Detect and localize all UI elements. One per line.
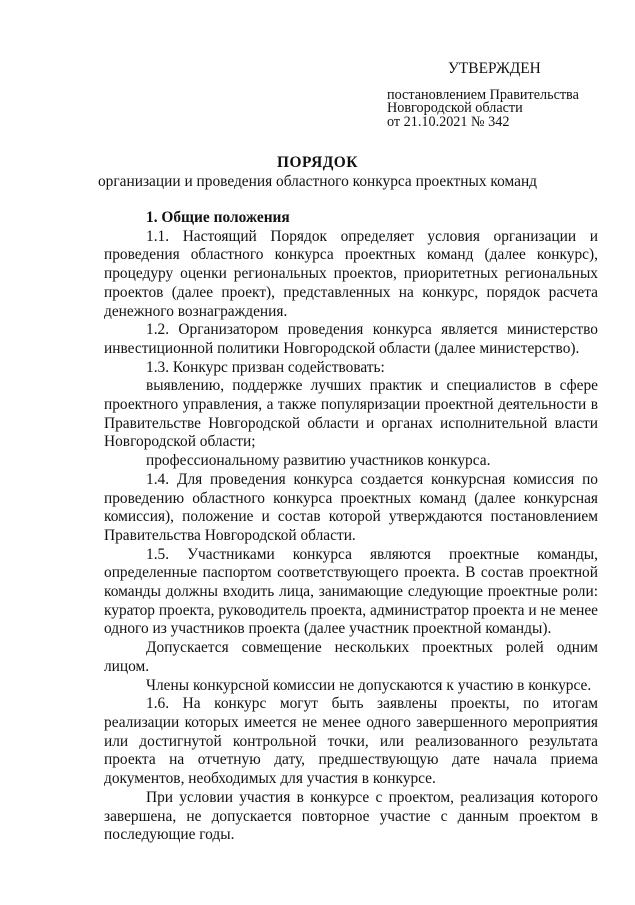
paragraph-1-5: 1.5. Участниками конкурса являются проектные команды, определенные паспортом соответствующего проекта. В состав проектной команды должны входить лица, занимающие следующие проектные роли: куратор проекта, руководитель проекта, администратор проекта и не менее одного из участников проекта (далее участник проектной команды). (104, 545, 598, 638)
document-subtitle: организации и проведения областного конкурса проектных команд (97, 173, 538, 190)
paragraph-1-2: 1.2. Организатором проведения конкурса является министерство инвестиционной политики Новгородской области (далее министерство). (104, 321, 598, 357)
approval-block (387, 60, 579, 129)
paragraph-1-5-note-1: Допускается совмещение нескольких проектных ролей одним лицом. (104, 639, 598, 675)
section-heading: 1. Общие положения (146, 209, 290, 226)
approval-line: от 21.10.2021 № 342 (387, 113, 510, 130)
paragraph-1-3-item-1: выявлению, поддержке лучших практик и специалистов в сфере проектного управления, а также популяризации проектной деятельности в Правительстве Новгородской области и органах исполнительной власти Новгородской области; (104, 377, 598, 451)
paragraph-1-3-item-2: профессиональному развитию участников конкурса. (146, 452, 491, 470)
paragraph-1-3: 1.3. Конкурс призван содействовать: (146, 358, 385, 376)
paragraph-1-6-note: При условии участия в конкурсе с проектом, реализация которого завершена, не допускается повторное участие с данным проектом в последующие годы. (104, 788, 598, 844)
approval-line: постановлением Правительства (387, 86, 579, 103)
paragraph-1-1: 1.1. Настоящий Порядок определяет условия организации и проведения областного конкурса проектных команд (далее конкурс), процедуру оценки региональных проектов, приоритетных региональных проектов (далее проект), представленных на конкурс, порядок расчета денежного вознаграждения. (104, 227, 598, 320)
paragraph-1-5-note-2: Члены конкурсной комиссии не допускаются к участию в конкурсе. (146, 676, 592, 694)
document-title: ПОРЯДОК (277, 154, 358, 171)
section-general-provisions (104, 209, 598, 845)
paragraph-1-4: 1.4. Для проведения конкурса создается конкурсная комиссия по проведению областного конкурса проектных команд (далее конкурсная комиссия), положение и состав которой утверждаются постановлением Правительства Новгородской области. (104, 470, 598, 544)
approval-line: Новгородской области (387, 100, 523, 117)
approval-stamp: УТВЕРЖДЕН (448, 60, 541, 77)
paragraph-1-6: 1.6. На конкурс могут быть заявлены проекты, по итогам реализации которых имеется не менее одного завершенного мероприятия или достигнутой контрольной точки, или реализованного результата проекта на отчетную дату, предшествующую дате начала приема документов, необходимых для участия в конкурсе. (104, 695, 598, 788)
